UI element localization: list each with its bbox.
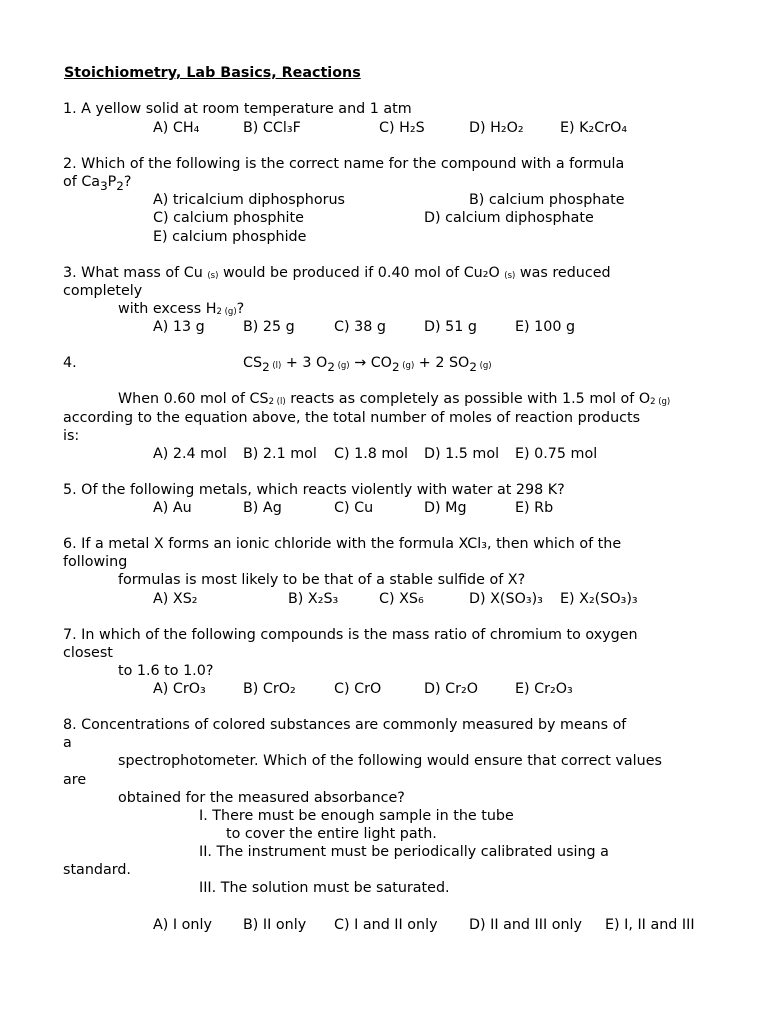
q8-choice-b: B) II only bbox=[243, 917, 307, 933]
q8-statement-2-cont: standard. bbox=[63, 862, 131, 878]
worksheet-title: Stoichiometry, Lab Basics, Reactions bbox=[64, 65, 361, 81]
question-8-stem-cont3: are bbox=[63, 772, 87, 788]
q6-choice-e: E) X₂(SO₃)₃ bbox=[560, 591, 638, 607]
q3-choice-c: C) 38 g bbox=[334, 319, 386, 335]
question-1-stem: 1. A yellow solid at room temperature and 1 atm bbox=[63, 101, 412, 117]
question-7-stem-cont2: to 1.6 to 1.0? bbox=[118, 663, 214, 679]
question-3-stem-cont2: with excess $H_2$ $_{(g)}$? bbox=[118, 301, 245, 317]
question-6-stem-cont2: formulas is most likely to be that of a stable sulfide of X? bbox=[118, 572, 526, 588]
question-3-stem-cont: completely bbox=[63, 283, 143, 299]
q5-choice-d: D) Mg bbox=[424, 500, 467, 516]
q1-choice-c: C) H₂S bbox=[379, 120, 425, 136]
question-7-stem: 7. In which of the following compounds is the mass ratio of chromium to oxygen bbox=[63, 627, 638, 643]
q1-choice-a: A) CH₄ bbox=[153, 120, 200, 136]
q8-statement-1-cont: to cover the entire light path. bbox=[226, 826, 437, 842]
q8-choice-e: E) I, II and III bbox=[605, 917, 695, 933]
q1-choice-b: B) CCl₃F bbox=[243, 120, 301, 136]
q3-choice-a: A) 13 g bbox=[153, 319, 205, 335]
q7-choice-c: C) CrO bbox=[334, 681, 382, 697]
reaction-equation: $CS_2$ $_{(l)}$ + 3 $O_2$ $_{(g)} \to CO_2$ $_{(g)}$ + 2 $SO_2$ $_{(g)}$ bbox=[243, 355, 492, 374]
question-8-stem-cont4: obtained for the measured absorbance? bbox=[118, 790, 405, 806]
q7-choice-b: B) CrO₂ bbox=[243, 681, 296, 697]
question-2-stem: 2. Which of the following is the correct name for the compound with a formula bbox=[63, 156, 625, 172]
question-4-number: 4. bbox=[63, 355, 77, 371]
q3-choice-e: E) 100 g bbox=[515, 319, 576, 335]
q8-choice-a: A) I only bbox=[153, 917, 212, 933]
q2-choice-c: C) calcium phosphite bbox=[153, 210, 304, 226]
q7-choice-d: D) Cr₂O bbox=[424, 681, 478, 697]
q6-choice-b: B) X₂S₃ bbox=[288, 591, 339, 607]
question-7-stem-cont: closest bbox=[63, 645, 113, 661]
question-4-stem: When 0.60 mol of $CS_2$ $_{(l)}$ reacts as completely as possible with 1.5 mol of $O_2$ $_{(g)}$ bbox=[118, 391, 671, 407]
q4-choice-b: B) 2.1 mol bbox=[243, 446, 317, 462]
q6-choice-c: C) XS₆ bbox=[379, 591, 424, 607]
question-5-stem: 5. Of the following metals, which reacts violently with water at 298 K? bbox=[63, 482, 565, 498]
q4-choice-e: E) 0.75 mol bbox=[515, 446, 598, 462]
question-6-stem-cont: following bbox=[63, 554, 128, 570]
q7-choice-e: E) Cr₂O₃ bbox=[515, 681, 573, 697]
question-8-stem: 8. Concentrations of colored substances are commonly measured by means of bbox=[63, 717, 627, 733]
q8-statement-3: III. The solution must be saturated. bbox=[199, 880, 450, 896]
question-4-stem-cont2: is: bbox=[63, 428, 80, 444]
q2-choice-d: D) calcium diphosphate bbox=[424, 210, 594, 226]
q3-choice-b: B) 25 g bbox=[243, 319, 295, 335]
question-2-stem-cont: of $Ca_3P_2$? bbox=[63, 174, 132, 193]
q6-choice-d: D) X(SO₃)₃ bbox=[469, 591, 543, 607]
question-3-stem: 3. What mass of Cu $_{(s)}$ would be produced if 0.40 mol of Cu₂O $_{(s)}$ was reduced bbox=[63, 265, 611, 281]
q4-choice-c: C) 1.8 mol bbox=[334, 446, 409, 462]
q2-choice-e: E) calcium phosphide bbox=[153, 229, 307, 245]
reaction-arrow-icon: → bbox=[354, 355, 367, 371]
question-6-stem: 6. If a metal X forms an ionic chloride with the formula XCl₃, then which of the bbox=[63, 536, 622, 552]
q2-choice-b: B) calcium phosphate bbox=[469, 192, 625, 208]
question-8-stem-cont2: spectrophotometer. Which of the following would ensure that correct values bbox=[118, 753, 662, 769]
q8-choice-c: C) I and II only bbox=[334, 917, 438, 933]
question-8-stem-cont: a bbox=[63, 735, 72, 751]
q2-choice-a: A) tricalcium diphosphorus bbox=[153, 192, 345, 208]
q8-statement-1: I. There must be enough sample in the tube bbox=[199, 808, 514, 824]
q4-choice-d: D) 1.5 mol bbox=[424, 446, 500, 462]
q6-choice-a: A) XS₂ bbox=[153, 591, 198, 607]
q3-choice-d: D) 51 g bbox=[424, 319, 477, 335]
q5-choice-a: A) Au bbox=[153, 500, 192, 516]
q8-statement-2: II. The instrument must be periodically calibrated using a bbox=[199, 844, 609, 860]
q7-choice-a: A) CrO₃ bbox=[153, 681, 206, 697]
q4-choice-a: A) 2.4 mol bbox=[153, 446, 227, 462]
q8-choice-d: D) II and III only bbox=[469, 917, 582, 933]
q1-choice-e: E) K₂CrO₄ bbox=[560, 120, 628, 136]
q1-choice-d: D) H₂O₂ bbox=[469, 120, 524, 136]
question-4-stem-cont: according to the equation above, the total number of moles of reaction products bbox=[63, 410, 641, 426]
q5-choice-b: B) Ag bbox=[243, 500, 282, 516]
q5-choice-c: C) Cu bbox=[334, 500, 374, 516]
q5-choice-e: E) Rb bbox=[515, 500, 554, 516]
